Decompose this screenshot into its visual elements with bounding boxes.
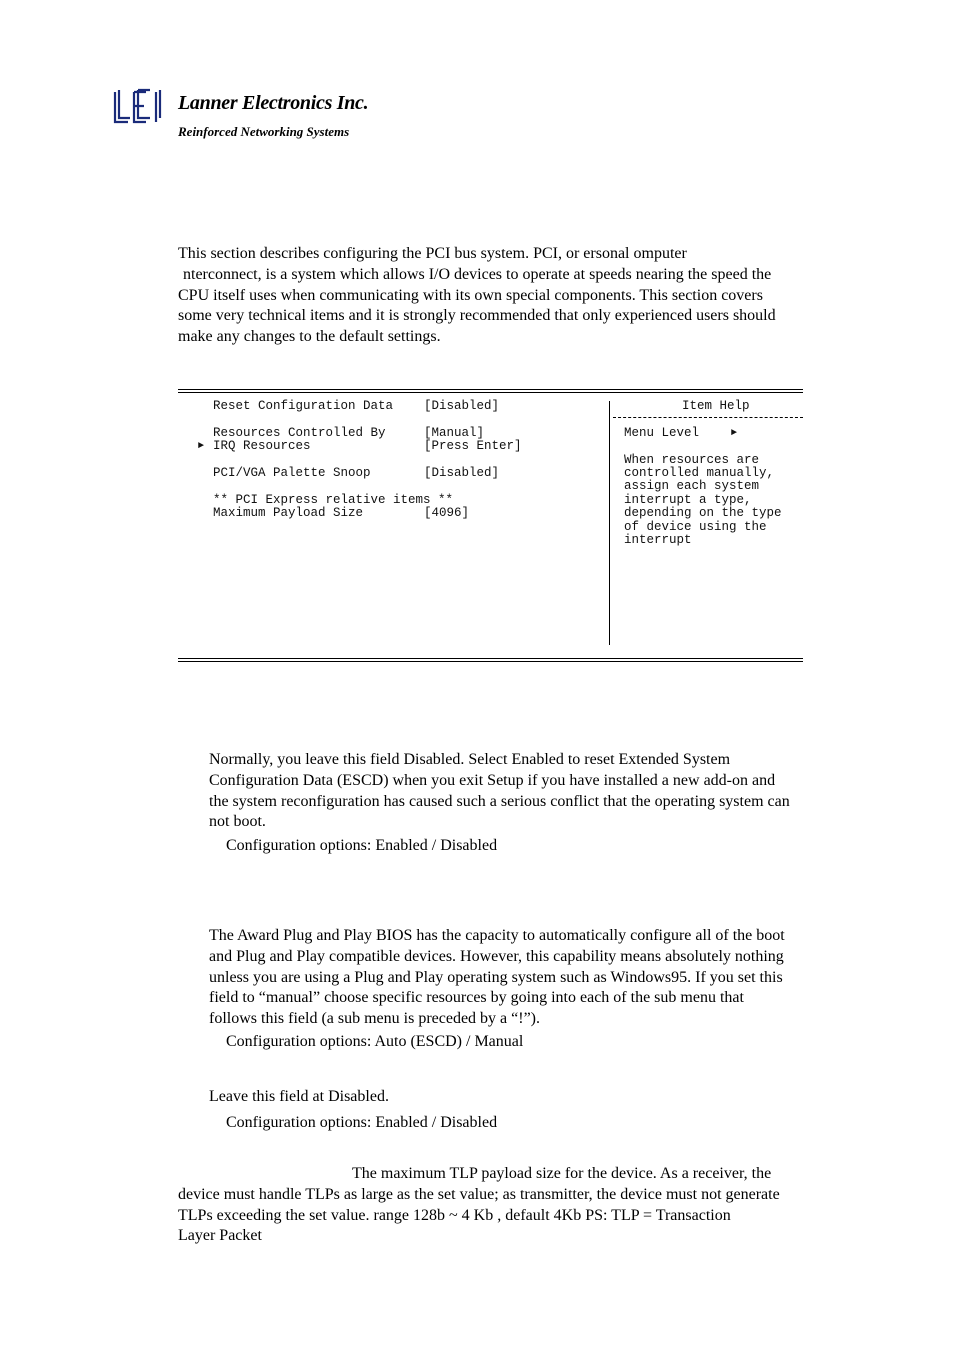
bios-option-label[interactable]: Maximum Payload Size bbox=[213, 506, 364, 520]
palette-options: Configuration options: Enabled / Disabled bbox=[226, 1114, 498, 1131]
body-line: the system reconfiguration has caused such a serious conflict that the operating system can bbox=[209, 792, 790, 810]
bios-screen bbox=[178, 389, 803, 664]
menu-level-label: Menu Level bbox=[624, 426, 700, 440]
bios-section-heading: ** PCI Express relative items ** bbox=[213, 493, 454, 507]
bios-option-value[interactable]: [Disabled] bbox=[424, 399, 500, 413]
bios-option-value[interactable]: [Manual] bbox=[424, 426, 485, 440]
intro-line: make any changes to the default settings. bbox=[178, 328, 441, 346]
body-line: follows this field (a sub menu is preceded by a “!”). bbox=[209, 1010, 541, 1028]
body-line: Layer Packet bbox=[178, 1227, 262, 1245]
submenu-arrow-icon: ► bbox=[198, 441, 205, 452]
body-line: Normally, you leave this field Disabled. Select Enabled to reset Extended System bbox=[209, 751, 731, 768]
body-line: device must handle TLPs as large as the set value; as transmitter, the device must not generate bbox=[178, 1185, 780, 1203]
body-line: Leave this field at Disabled. bbox=[209, 1088, 389, 1105]
help-text-line: of device using the bbox=[624, 520, 767, 534]
help-divider bbox=[609, 401, 610, 645]
company-logo bbox=[110, 86, 410, 146]
help-text-line: depending on the type bbox=[624, 506, 782, 520]
bios-option-value[interactable]: [4096] bbox=[424, 506, 470, 520]
body-line: The Award Plug and Play BIOS has the capacity to automatically configure all of the boot bbox=[209, 927, 785, 944]
menu-level-arrow-icon: ► bbox=[731, 428, 738, 439]
company-tagline: Reinforced Networking Systems bbox=[178, 124, 350, 139]
lei-logo-icon bbox=[110, 86, 170, 130]
bios-option-label[interactable]: PCI/VGA Palette Snoop bbox=[213, 466, 371, 480]
resources-description bbox=[209, 926, 785, 1030]
help-separator bbox=[613, 417, 803, 418]
intro-paragraph bbox=[178, 244, 776, 348]
body-line: and Plug and Play compatible devices. However, this capability means absolutely nothing bbox=[209, 947, 784, 965]
palette-description bbox=[209, 1087, 389, 1108]
reset-config-description bbox=[209, 750, 790, 833]
intro-line: This section describes configuring the PCI bus system. PCI, or ersonal omputer bbox=[178, 245, 687, 262]
company-name: Lanner Electronics Inc. bbox=[178, 92, 369, 114]
bios-option-value[interactable]: [Press Enter] bbox=[424, 439, 522, 453]
body-line: not boot. bbox=[209, 813, 266, 831]
body-line: Configuration Data (ESCD) when you exit Setup if you have installed a new add-on and bbox=[209, 771, 776, 789]
bios-option-label[interactable]: IRQ Resources bbox=[213, 439, 311, 453]
item-help-title: Item Help bbox=[682, 399, 750, 413]
reset-config-options: Configuration options: Enabled / Disabled bbox=[226, 837, 498, 854]
payload-description bbox=[178, 1164, 780, 1247]
help-text-line: When resources are bbox=[624, 453, 760, 467]
resources-options: Configuration options: Auto (ESCD) / Manual bbox=[226, 1033, 524, 1050]
bios-option-label[interactable]: Reset Configuration Data bbox=[213, 399, 394, 413]
help-text-line: interrupt a type, bbox=[624, 493, 752, 507]
body-line: unless you are using a Plug and Play operating system such as Windows95. If you set this bbox=[209, 968, 783, 986]
body-line: The maximum TLP payload size for the device. As a receiver, the bbox=[352, 1165, 772, 1182]
body-line: TLPs exceeding the set value. range 128b ~ 4 Kb , default 4Kb PS: TLP = Transaction bbox=[178, 1206, 731, 1224]
intro-line: CPU itself uses when communicating with its own special components. This section covers bbox=[178, 286, 763, 304]
help-text-line: interrupt bbox=[624, 533, 692, 547]
help-text-line: controlled manually, bbox=[624, 466, 775, 480]
bios-option-value[interactable]: [Disabled] bbox=[424, 466, 500, 480]
help-text-line: assign each system bbox=[624, 479, 760, 493]
intro-line: some very technical items and it is strongly recommended that only experienced users should bbox=[178, 307, 776, 325]
bios-option-label[interactable]: Resources Controlled By bbox=[213, 426, 386, 440]
body-line: field to “manual” choose specific resources by going into each of the sub menu that bbox=[209, 989, 744, 1007]
intro-line: nterconnect, is a system which allows I/O devices to operate at speeds nearing the speed the bbox=[183, 265, 772, 283]
